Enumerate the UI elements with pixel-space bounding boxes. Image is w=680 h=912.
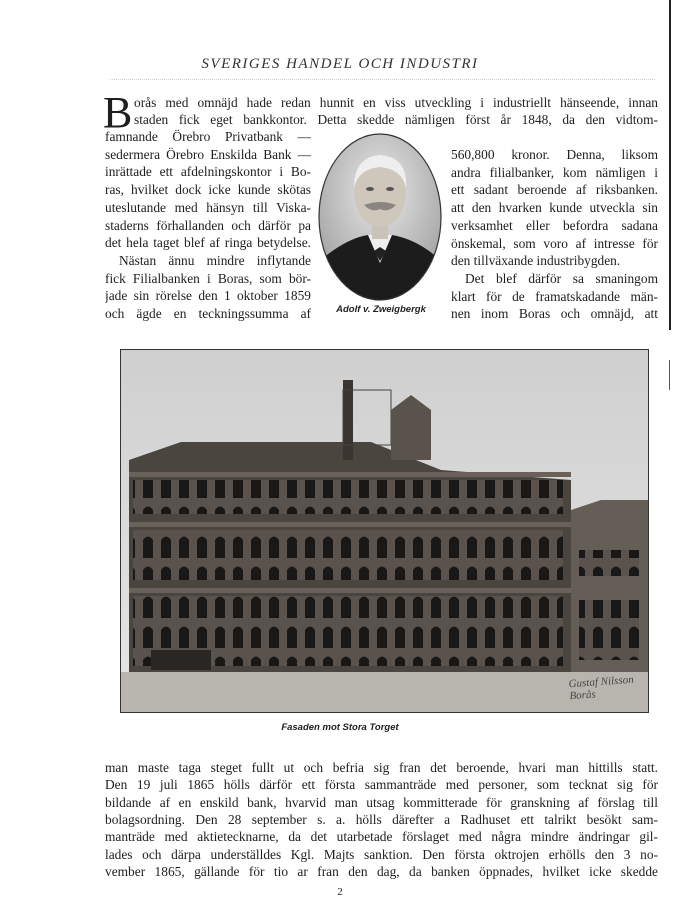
text-line: bildande af en enskild bank, hvarvid man utsag kommitterade för granskning af förslag till [105,794,658,810]
text-line: man maste taga steget fullt ut och befria sig fran det beroende, hvari man hittills statt. [105,760,658,775]
text-line: sedermera Örebro Enskilda Bank — [105,146,311,162]
text-line: och ägde en teckningssumma af [105,306,311,321]
photo-caption: Fasaden mot Stora Torget [281,722,399,733]
text-line: fick Filialbanken i Boras, som bör- [105,270,311,286]
scan-edge [669,360,670,390]
text-line: bolagsordning. Den 28 september s. a. hölls därefter a Radhuset ett talrikt besökt sam- [105,811,658,827]
scan-edge [669,0,671,330]
text-line: ras, hvilket dock icke kunde skötas [105,182,311,198]
text-line: uteslutande med hänsyn till Viska- [105,199,311,215]
text-line: verksamhet eller befordra sadana [451,217,658,233]
text-line: den tillväxande industribygden. [451,253,621,269]
text-line: ett sadant beroende af riksbanken. [451,182,658,198]
text-line: inrättade ett afdelningskontor i Bo- [105,164,311,180]
portrait-image [318,133,442,301]
text-line: lades och därpa underställdes Kgl. Majts sanktion. Den första oktrojen erhölls den 3 no- [105,846,658,862]
text-line: önskemal, som voro af intresse för [451,235,658,251]
text-line: det hela taget blef af ringa betydelse. [105,235,311,251]
photographer-signature: Gustaf Nilsson Borås [568,673,634,703]
text-line: klart för de framatskadande män- [451,288,658,304]
page-number: 2 [337,886,343,898]
text-line: nen inom Boras och omnäjd, att [451,306,658,322]
text-line: Det blef därför sa smaningom [465,270,658,286]
drop-cap: B [103,88,133,137]
text-line: orås med omnäjd hade redan hunnit en viss utveckling i industriellt hänseende, innan [134,95,658,110]
text-line: staderns förhallanden och därför pa [105,217,311,233]
text-line: vember 1865, gällande för tio ar fran den dag, da banken öppnades, hvilket icke skedde [105,863,658,879]
text-line: 560,800 kronor. Denna, liksom [451,147,658,162]
text-line: famnande Örebro Privatbank — [105,129,311,144]
text-line: jade sin rörelse den 1 oktober 1859 [105,288,311,304]
text-line: att den hvarken kunde utveckla sin [451,200,658,216]
text-line: staden fick eget bankkontor. Detta skedde nämligen först år 1848, da den vidtom- [134,112,658,127]
header-divider [110,79,655,80]
text-line: Den 19 juli 1865 hölls därför ett första sammanträde med personer, som tecknat sig för [105,777,658,793]
building-photo [120,349,649,713]
text-line: Nästan ännu mindre inflytande [119,252,311,268]
text-line: andra filialbanker, kom nämligen i [451,164,658,180]
running-title: SVERIGES HANDEL OCH INDUSTRI [201,56,479,72]
text-line: manträde med aktietecknarne, da det utarbetade förslaget med några mindre ändringar gil- [105,829,658,845]
portrait-caption: Adolf v. Zweigbergk [336,304,426,315]
